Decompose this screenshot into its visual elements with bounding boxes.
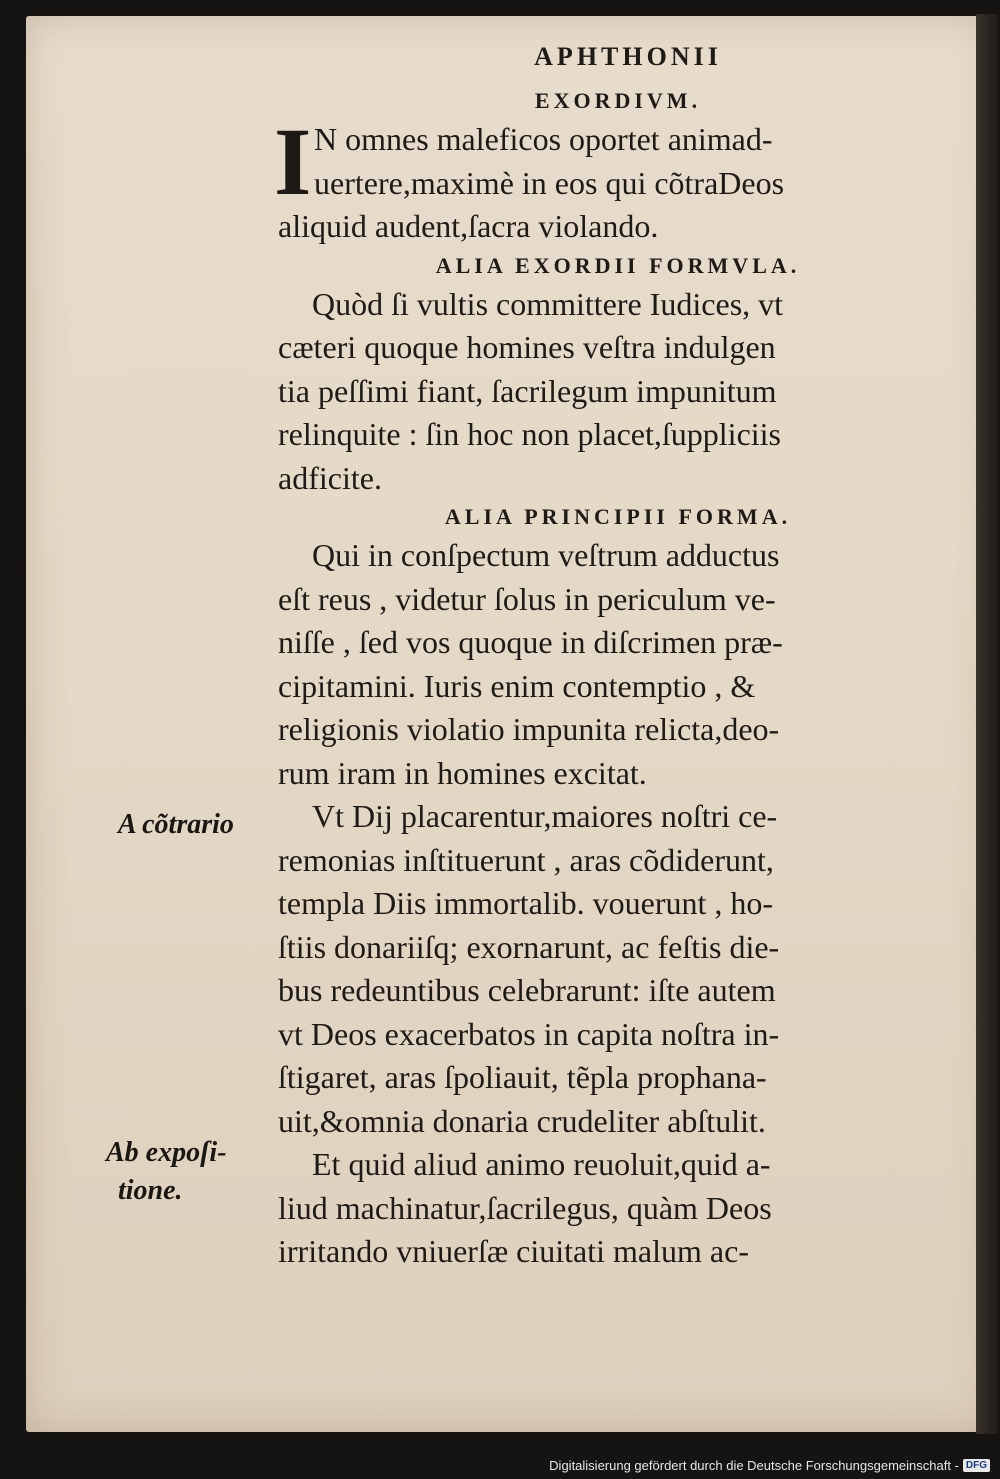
book-edge [976,14,998,1434]
section-heading-exordium: EXORDIVM. [534,88,702,113]
text-line: N omnes maleficos oportet animad- [314,121,773,157]
text-line: religionis violatio impunita relicta,deo- [278,711,780,747]
text-line: liud machinatur,ſacrilegus, quàm Deos [278,1189,772,1226]
text-line: remonias inſtituerunt , aras cõdiderunt, [278,841,774,878]
running-head: APHTHONII [534,42,722,71]
paragraph-alia-exordii [278,283,938,501]
section-heading-alia-principii: ALIA PRINCIPII FORMA. [444,504,792,529]
margin-note-ab-expositione-2: tione. [118,1175,183,1206]
text-line: cæteri quoque homines veſtra indulgen [278,329,776,365]
text-line: cipitamini. Iuris enim contemptio , & [278,667,756,704]
text-line: Vt Dij placarentur,maiores noſtri ce- [312,798,778,834]
drop-cap: I [274,108,312,215]
text-block [274,40,938,1274]
text-line: Et quid aliud animo reuoluit,quid a- [312,1146,771,1182]
text-line: eſt reus , videtur ſolus in periculum ve- [278,580,776,617]
text-line: uit,&omnia donaria crudeliter abſtulit. [278,1102,766,1139]
text-line: aliquid audent,ſacra violando. [278,208,659,244]
paragraph-alia-principii [278,534,938,795]
paragraph-exordium [274,108,938,249]
text-line: templa Diis immortalib. vouerunt , ho- [278,885,774,921]
text-line: bus redeuntibus celebrarunt: iſte autem [278,972,776,1008]
text-line: relinquite : ſin hoc non placet,ſuppliciis [278,416,781,452]
section-heading-alia-exordii: ALIA EXORDII FORMVLA. [435,252,801,278]
text-line: ſtiis donariiſq; exornarunt, ac feſtis die- [278,928,780,965]
text-line: niſſe , ſed vos quoque in diſcrimen præ- [278,624,783,660]
paragraph-ab-expositione [278,1143,938,1274]
text-line: Quòd ſi vultis committere Iudices, vt [312,285,784,322]
text-line: rum iram in homines excitat. [278,754,647,791]
footer-credit [549,1458,990,1473]
text-line: irritando vniuerſæ ciuitati malum ac- [278,1233,749,1269]
text-line: Qui in conſpectum veſtrum adductus [312,537,780,573]
paragraph-a-contrario [278,795,938,1143]
margin-note-a-contrario: A cõtrario [118,809,234,840]
text-line: vt Deos exacerbatos in capita noſtra in- [278,1015,780,1052]
text-line: ſtigaret, aras ſpoliauit, tẽpla prophana- [278,1059,767,1095]
dfg-logo-icon: DFG [963,1459,990,1472]
margin-note-ab-expositione-1: Ab expoſi- [106,1137,227,1168]
text-line: tia peſſimi fiant, ſacrilegum impunitum [278,372,777,409]
footer-text: Digitalisierung gefördert durch die Deutsche Forschungsgemeinschaft - [549,1458,959,1473]
text-line: uertere,maximè in eos qui cõtraDeos [314,164,785,201]
text-line: adficite. [278,459,382,496]
